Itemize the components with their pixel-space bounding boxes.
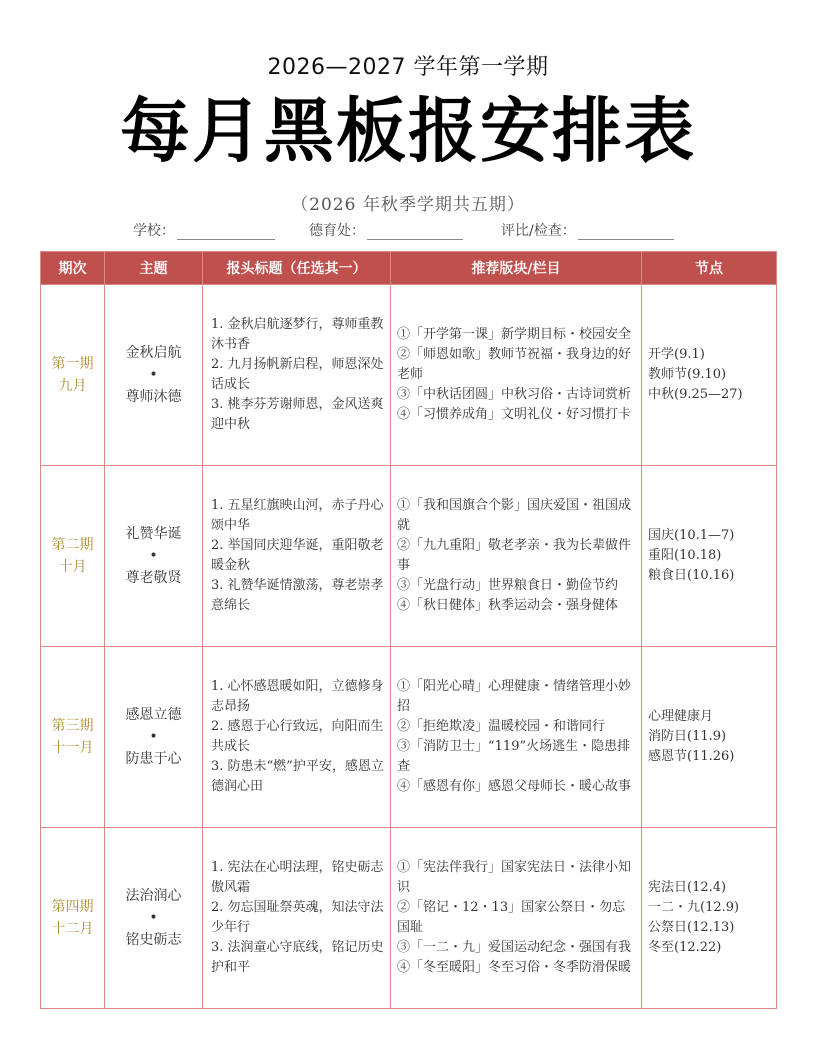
section-item: ①「阳光心晴」心理健康・情绪管理小妙招	[397, 679, 632, 714]
headline-option: 1. 心怀感恩暖如阳，立德修身志昂扬	[211, 679, 384, 714]
theme-cell	[105, 285, 203, 466]
date-item: 公祭日(12.13)	[648, 920, 735, 935]
section-item: ②「拒绝欺凌」温暖校园・和谐同行	[397, 719, 606, 734]
theme-primary: 金秋启航	[125, 345, 182, 361]
dates-cell	[642, 828, 777, 1009]
signature-fields	[133, 220, 693, 242]
headline-option: 3. 防患未“燃”护平安，感恩立德润心田	[211, 759, 384, 794]
date-item: 一二・九(12.9)	[648, 900, 740, 915]
date-item: 宪法日(12.4)	[648, 880, 727, 895]
headline-option: 2. 感恩于心行致远，向阳而生共成长	[211, 719, 384, 754]
section-item: ①「我和国旗合个影」国庆爱国・祖国成就	[397, 498, 632, 533]
dates-cell	[642, 285, 777, 466]
headline-option: 3. 桃李芬芳谢师恩，金风送爽迎中秋	[211, 397, 384, 432]
theme-secondary: 防患于心	[125, 751, 182, 767]
theme-primary: 法治润心	[125, 888, 182, 904]
period-cell	[41, 828, 105, 1009]
table-row	[41, 647, 777, 828]
headline-option: 2. 九月扬帆新启程，师恩深处话成长	[211, 357, 384, 392]
date-item: 心理健康月	[648, 709, 714, 724]
theme-secondary: 铭史砺志	[125, 932, 182, 948]
table-row	[41, 828, 777, 1009]
school-label: 学校：	[133, 223, 175, 239]
period-number: 第三期	[51, 718, 94, 734]
sections-cell	[391, 466, 642, 647]
section-item: ③「一二・九」爱国运动纪念・强国有我	[397, 940, 632, 955]
theme-separator: •	[149, 548, 158, 564]
sections-cell	[391, 285, 642, 466]
school-field	[133, 220, 275, 240]
section-item: ②「九九重阳」敬老孝亲・我为长辈做件事	[397, 538, 632, 573]
sections-cell	[391, 647, 642, 828]
column-header-period: 期次	[41, 252, 105, 285]
theme-primary: 礼赞华诞	[125, 526, 182, 542]
period-number: 第二期	[51, 537, 94, 553]
date-item: 国庆(10.1—7)	[648, 528, 735, 543]
headline-cell	[203, 647, 391, 828]
section-item: ④「感恩有你」感恩父母师长・暖心故事	[397, 779, 632, 794]
period-cell	[41, 285, 105, 466]
column-header-theme: 主题	[105, 252, 203, 285]
page-title: 每月黑板报安排表	[120, 90, 696, 172]
headline-option: 2. 勿忘国耻祭英魂，知法守法少年行	[211, 900, 384, 935]
schedule-table	[40, 251, 777, 1009]
headline-option: 1. 五星红旗映山河，赤子丹心颂中华	[211, 498, 384, 533]
headline-cell	[203, 285, 391, 466]
theme-separator: •	[149, 367, 158, 383]
column-header-dates: 节点	[642, 252, 777, 285]
column-header-sections: 推荐版块/栏目	[391, 252, 642, 285]
period-month: 十二月	[51, 921, 94, 937]
review-label: 评比/检查：	[501, 223, 576, 239]
period-cell	[41, 466, 105, 647]
section-item: ①「宪法伴我行」国家宪法日・法律小知识	[397, 860, 632, 895]
date-item: 冬至(12.22)	[648, 940, 722, 955]
column-header-headline: 报头标题（任选其一）	[203, 252, 391, 285]
section-item: ②「师恩如歌」教师节祝福・我身边的好老师	[397, 347, 632, 382]
date-item: 开学(9.1)	[648, 347, 705, 362]
period-month: 九月	[58, 378, 87, 394]
moral-office-field	[309, 220, 463, 240]
date-item: 教师节(9.10)	[648, 367, 727, 382]
section-item: ③「中秋话团圆」中秋习俗・古诗词赏析	[397, 387, 632, 402]
headline-option: 2. 举国同庆迎华诞，重阳敬老暖金秋	[211, 538, 384, 573]
theme-separator: •	[149, 910, 158, 926]
issue-count-note: （2026 年秋季学期共五期）	[291, 195, 525, 215]
headline-cell	[203, 466, 391, 647]
headline-option: 3. 法润童心守底线，铭记历史护和平	[211, 940, 384, 975]
period-number: 第一期	[51, 356, 94, 372]
theme-cell	[105, 466, 203, 647]
dates-cell	[642, 466, 777, 647]
section-item: ③「光盘行动」世界粮食日・勤俭节约	[397, 578, 619, 593]
date-item: 重阳(10.18)	[648, 548, 722, 563]
section-item: ③「消防卫士」“119”火场逃生・隐患排查	[397, 739, 631, 774]
period-month: 十一月	[51, 740, 94, 756]
headline-option: 1. 金秋启航逐梦行，尊师重教沐书香	[211, 317, 384, 352]
semester-subtitle: 2026—2027 学年第一学期	[267, 55, 549, 80]
table-row	[41, 285, 777, 466]
section-item: ④「习惯养成角」文明礼仪・好习惯打卡	[397, 407, 632, 422]
review-field	[501, 220, 674, 240]
section-item: ①「开学第一课」新学期目标・校园安全	[397, 327, 632, 342]
date-item: 感恩节(11.26)	[648, 749, 735, 764]
table-header-row	[41, 252, 777, 285]
sections-cell	[391, 828, 642, 1009]
headline-option: 3. 礼赞华诞情激荡，尊老崇孝意绵长	[211, 578, 384, 613]
theme-cell	[105, 828, 203, 1009]
section-item: ④「秋日健体」秋季运动会・强身健体	[397, 598, 619, 613]
period-month: 十月	[58, 559, 87, 575]
theme-secondary: 尊师沐德	[125, 389, 182, 405]
period-number: 第四期	[51, 899, 94, 915]
headline-cell	[203, 828, 391, 1009]
section-item: ④「冬至暖阳」冬至习俗・冬季防滑保暖	[397, 960, 632, 975]
date-item: 粮食日(10.16)	[648, 568, 735, 583]
review-blank-line	[578, 225, 674, 240]
theme-primary: 感恩立德	[125, 707, 182, 723]
theme-secondary: 尊老敬贤	[125, 570, 182, 586]
date-item: 消防日(11.9)	[648, 729, 727, 744]
table-row	[41, 466, 777, 647]
period-cell	[41, 647, 105, 828]
dates-cell	[642, 647, 777, 828]
moral-office-label: 德育处：	[309, 223, 365, 239]
date-item: 中秋(9.25—27)	[648, 387, 743, 402]
headline-option: 1. 宪法在心明法理，铭史砺志傲风霜	[211, 860, 384, 895]
section-item: ②「铭记・12・13」国家公祭日・勿忘国耻	[397, 900, 626, 935]
school-blank-line	[177, 225, 275, 240]
theme-cell	[105, 647, 203, 828]
theme-separator: •	[149, 729, 158, 745]
moral-office-blank-line	[367, 225, 463, 240]
